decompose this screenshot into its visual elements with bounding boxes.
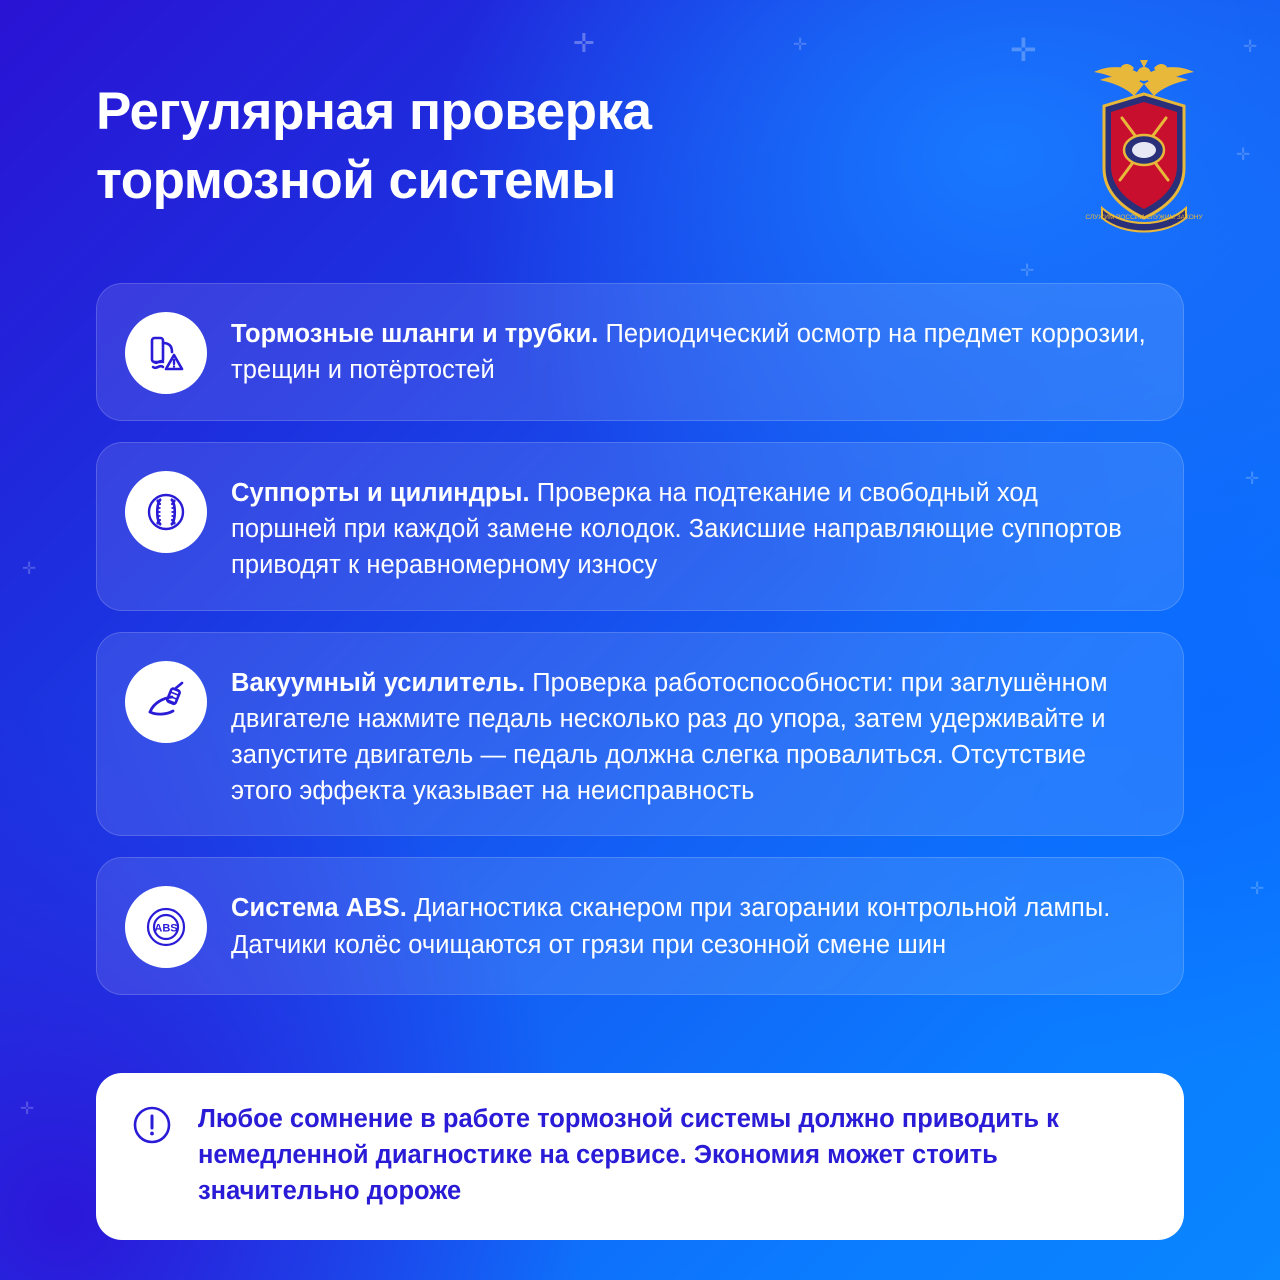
sparkle-icon: ✛ [1236, 145, 1251, 164]
list-item [96, 283, 1184, 421]
list-item-body: Проверка работоспособности: при заглушённом двигателе нажмите педаль несколько раз до упора, затем удерживайте и запустите двигатель — педаль должна слегка провалиться. Отсутствие этого эффекта указывает на неисправность [231, 668, 1108, 806]
list-item-text [231, 884, 1149, 962]
list-item [96, 442, 1184, 611]
sparkle-icon: ✛ [20, 1099, 35, 1118]
brake-caliper-icon [125, 471, 207, 553]
sparkle-icon: ✛ [1243, 37, 1258, 56]
page-title-line-2: тормозной системы [96, 150, 616, 210]
mvd-russia-emblem [1084, 58, 1204, 233]
sparkle-icon: ✛ [1010, 32, 1037, 68]
list-item-bold: Вакуумный усилитель. [231, 668, 526, 697]
list-item-bold: Тормозные шланги и трубки. [231, 320, 599, 348]
sparkle-icon: ✛ [1020, 261, 1035, 280]
list-item-text [231, 310, 1149, 388]
list-item-body: Диагностика сканером при загорании контрольной лампы. Датчики колёс очищаются от грязи при сезонной смене шин [231, 894, 1111, 959]
emblem-motto-text: СЛУЖИМ РОССИИ СЛУЖИМ ЗАКОНУ [1085, 214, 1203, 221]
svg-text:ABS: ABS [154, 922, 178, 935]
sparkle-icon: ✛ [573, 28, 595, 58]
sparkle-icon: ✛ [22, 559, 37, 578]
list-item [96, 632, 1184, 837]
list-item-bold: Суппорты и цилиндры. [231, 479, 530, 507]
list-item-text [231, 659, 1149, 810]
sparkle-icon: ✛ [793, 35, 808, 54]
exclamation-circle-icon [132, 1105, 172, 1145]
page-title-line-1: Регулярная проверка [96, 82, 652, 141]
abs-icon [125, 886, 207, 968]
warning-note [96, 1073, 1184, 1240]
page-title [96, 78, 996, 216]
list-item-bold: Система ABS. [231, 894, 407, 923]
list-item-text [231, 469, 1149, 584]
list-item-body: Периодический осмотр на предмет коррозии, трещин и потёртостей [231, 320, 1146, 385]
brake-hose-icon [125, 312, 207, 394]
sparkle-icon: ✛ [1245, 469, 1260, 488]
sparkle-icon: ✛ [1250, 879, 1265, 898]
tips-list [96, 283, 1184, 1016]
warning-note-text: Любое сомнение в работе тормозной системы должно приводить к немедленной диагностике на сервисе. Экономия может стоить значительно дороже [198, 1105, 1059, 1206]
list-item [96, 857, 1184, 995]
brake-pedal-icon [125, 661, 207, 743]
list-item-body: Проверка на подтекание и свободный ход поршней при каждой замене колодок. Закисшие направляющие суппортов приводят к неравномерному износу [231, 479, 1122, 580]
